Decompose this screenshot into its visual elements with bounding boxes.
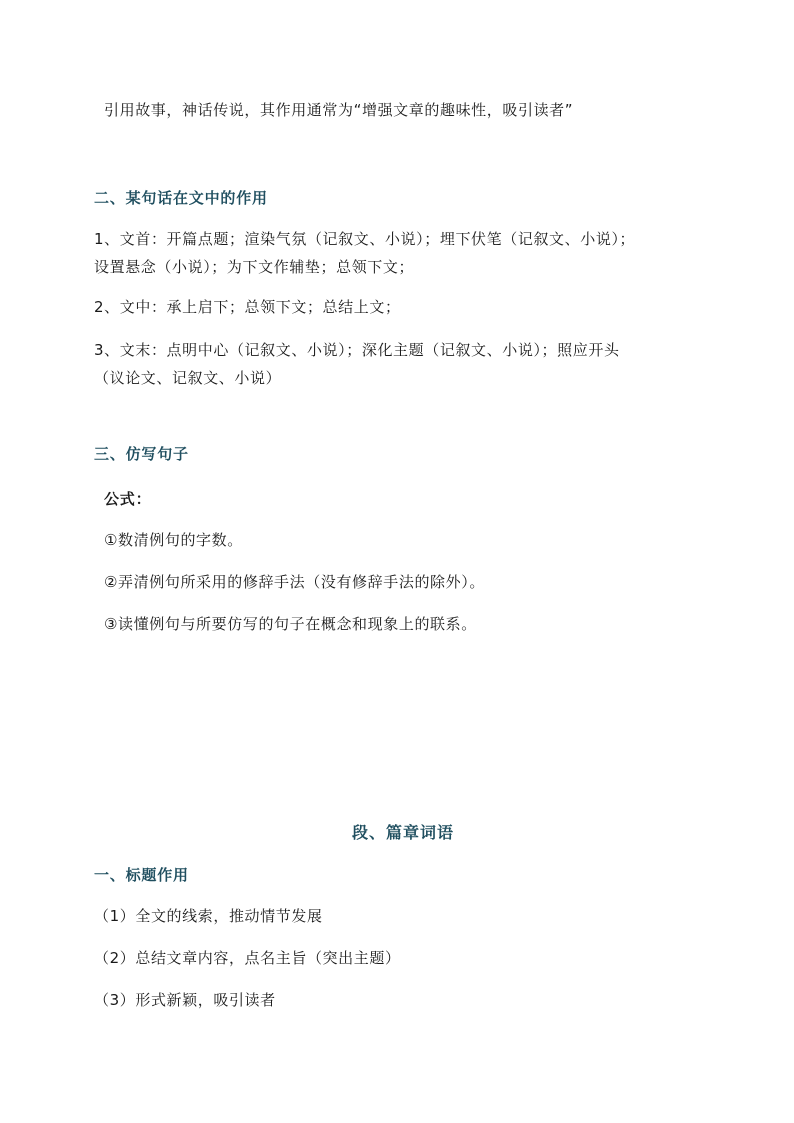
chapter-heading: 一、标题作用 bbox=[94, 866, 189, 884]
section2-item2: 2、文中：承上启下；总领下文；总结上文； bbox=[94, 298, 401, 316]
chapter-item-2: （2）总结文章内容，点名主旨（突出主题） bbox=[94, 949, 401, 967]
formula-step-2: ②弄清例句所采用的修辞手法（没有修辞手法的除外）。 bbox=[104, 573, 485, 591]
formula-step-1: ①数清例句的字数。 bbox=[104, 531, 243, 549]
chapter-item-1: （1）全文的线索，推动情节发展 bbox=[94, 907, 323, 925]
section3-heading: 三、仿写句子 bbox=[94, 445, 189, 463]
section2-item3-line2: （议论文、记叙文、小说） bbox=[94, 369, 282, 387]
section2-item1-line1: 1、文首：开篇点题；渲染气氛（记叙文、小说）；埋下伏笔（记叙文、小说）； bbox=[94, 230, 636, 248]
intro-line: 引用故事，神话传说，其作用通常为“增强文章的趣味性，吸引读者” bbox=[104, 101, 574, 119]
formula-step-3: ③读懂例句与所要仿写的句子在概念和现象上的联系。 bbox=[104, 615, 477, 633]
chapter-title: 段、篇章词语 bbox=[352, 823, 455, 842]
section2-heading: 二、某句话在文中的作用 bbox=[94, 189, 268, 207]
formula-label: 公式： bbox=[104, 490, 152, 508]
chapter-item-3: （3）形式新颖，吸引读者 bbox=[94, 991, 276, 1009]
section2-item3-line1: 3、文末：点明中心（记叙文、小说）；深化主题（记叙文、小说）；照应开头 bbox=[94, 341, 620, 359]
section2-item1-line2: 设置悬念（小说）；为下文作辅垫；总领下文； bbox=[94, 258, 415, 276]
